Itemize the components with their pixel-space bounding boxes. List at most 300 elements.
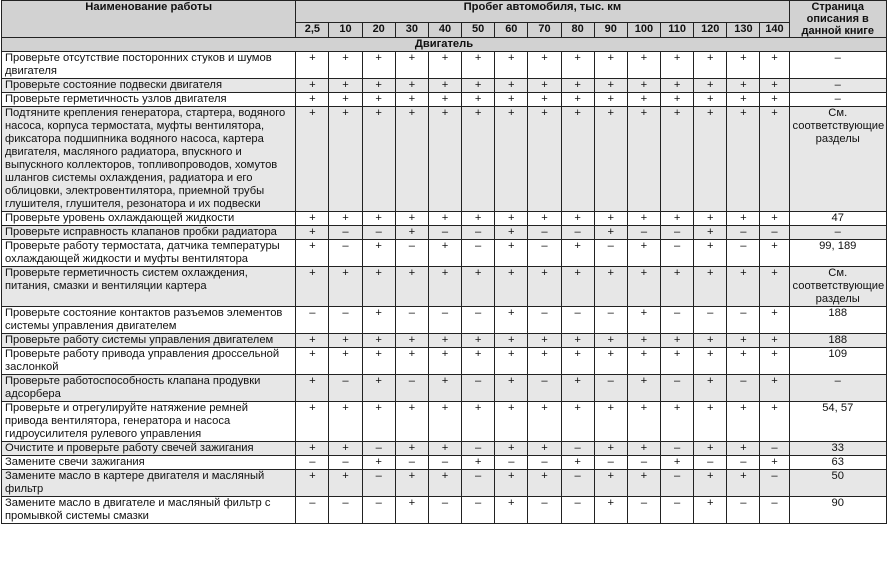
interval-mark: –	[561, 307, 594, 334]
interval-mark: +	[528, 442, 561, 456]
interval-mark: –	[627, 226, 660, 240]
interval-mark: +	[362, 456, 395, 470]
maintenance-schedule-table	[1, 0, 887, 524]
interval-mark: –	[594, 307, 627, 334]
interval-mark: –	[727, 375, 760, 402]
interval-mark: +	[462, 456, 495, 470]
interval-mark: +	[694, 442, 727, 456]
interval-mark: +	[561, 240, 594, 267]
interval-mark: +	[428, 52, 461, 79]
table-row	[2, 307, 887, 334]
interval-mark: –	[727, 497, 760, 524]
interval-mark: +	[694, 348, 727, 375]
page-reference: 109	[789, 348, 887, 375]
interval-mark: +	[594, 402, 627, 442]
page-reference: 33	[789, 442, 887, 456]
interval-mark: +	[561, 93, 594, 107]
work-description: Проверьте работу системы управления двигателем	[2, 334, 296, 348]
mileage-header-cell: 2,5	[296, 23, 329, 38]
interval-mark: +	[528, 107, 561, 212]
interval-mark: +	[594, 226, 627, 240]
interval-mark: –	[462, 240, 495, 267]
table-row	[2, 212, 887, 226]
table-row	[2, 93, 887, 107]
mileage-header-cell: 40	[428, 23, 461, 38]
work-description: Проверьте работоспособность клапана продувки адсорбера	[2, 375, 296, 402]
interval-mark: +	[428, 402, 461, 442]
table-row	[2, 497, 887, 524]
interval-mark: +	[627, 107, 660, 212]
interval-mark: –	[362, 497, 395, 524]
interval-mark: +	[395, 470, 428, 497]
interval-mark: +	[727, 470, 760, 497]
interval-mark: +	[296, 79, 329, 93]
interval-mark: +	[395, 267, 428, 307]
interval-mark: +	[594, 267, 627, 307]
interval-mark: –	[296, 307, 329, 334]
mileage-header-cell: 50	[462, 23, 495, 38]
interval-mark: +	[362, 307, 395, 334]
interval-mark: –	[661, 307, 694, 334]
interval-mark: +	[362, 212, 395, 226]
work-description: Очистите и проверьте работу свечей зажигания	[2, 442, 296, 456]
interval-mark: +	[296, 107, 329, 212]
interval-mark: +	[362, 334, 395, 348]
table-body	[2, 38, 887, 524]
interval-mark: –	[296, 456, 329, 470]
interval-mark: +	[760, 52, 789, 79]
interval-mark: –	[528, 375, 561, 402]
interval-mark: +	[395, 497, 428, 524]
interval-mark: +	[694, 497, 727, 524]
interval-mark: –	[362, 442, 395, 456]
interval-mark: +	[395, 348, 428, 375]
work-description: Проверьте состояние подвески двигателя	[2, 79, 296, 93]
interval-mark: +	[428, 240, 461, 267]
interval-mark: –	[462, 226, 495, 240]
interval-mark: +	[495, 212, 528, 226]
interval-mark: +	[694, 375, 727, 402]
interval-mark: +	[661, 267, 694, 307]
page-reference: 47	[789, 212, 887, 226]
page-column-header: Страница описания в данной книге	[789, 1, 887, 38]
interval-mark: –	[428, 307, 461, 334]
interval-mark: +	[727, 52, 760, 79]
interval-mark: +	[296, 93, 329, 107]
interval-mark: +	[495, 402, 528, 442]
interval-mark: +	[462, 52, 495, 79]
work-description: Замените масло в картере двигателя и масляный фильтр	[2, 470, 296, 497]
interval-mark: –	[395, 456, 428, 470]
interval-mark: –	[561, 470, 594, 497]
interval-mark: –	[395, 375, 428, 402]
interval-mark: +	[627, 79, 660, 93]
interval-mark: +	[594, 348, 627, 375]
interval-mark: +	[561, 456, 594, 470]
interval-mark: –	[594, 456, 627, 470]
interval-mark: +	[561, 107, 594, 212]
interval-mark: +	[296, 226, 329, 240]
mileage-header-cell: 140	[760, 23, 789, 38]
interval-mark: +	[428, 442, 461, 456]
interval-mark: –	[760, 226, 789, 240]
interval-mark: –	[694, 307, 727, 334]
interval-mark: +	[594, 497, 627, 524]
mileage-header-cell: 100	[627, 23, 660, 38]
mileage-column-header: Пробег автомобиля, тыс. км	[296, 1, 789, 23]
interval-mark: +	[395, 93, 428, 107]
interval-mark: –	[428, 497, 461, 524]
interval-mark: +	[395, 442, 428, 456]
interval-mark: +	[727, 212, 760, 226]
interval-mark: +	[395, 402, 428, 442]
interval-mark: +	[594, 107, 627, 212]
interval-mark: +	[495, 79, 528, 93]
interval-mark: +	[296, 470, 329, 497]
interval-mark: +	[528, 334, 561, 348]
interval-mark: +	[760, 79, 789, 93]
interval-mark: +	[627, 267, 660, 307]
interval-mark: +	[528, 402, 561, 442]
interval-mark: +	[594, 334, 627, 348]
interval-mark: +	[661, 79, 694, 93]
interval-mark: +	[627, 240, 660, 267]
interval-mark: +	[495, 470, 528, 497]
interval-mark: +	[627, 334, 660, 348]
interval-mark: +	[561, 52, 594, 79]
interval-mark: +	[760, 240, 789, 267]
interval-mark: +	[462, 212, 495, 226]
table-row	[2, 334, 887, 348]
interval-mark: +	[428, 212, 461, 226]
interval-mark: –	[329, 375, 362, 402]
table-row	[2, 240, 887, 267]
interval-mark: +	[727, 348, 760, 375]
interval-mark: +	[594, 442, 627, 456]
interval-mark: +	[694, 470, 727, 497]
interval-mark: +	[329, 93, 362, 107]
interval-mark: +	[462, 107, 495, 212]
interval-mark: +	[462, 93, 495, 107]
interval-mark: –	[362, 470, 395, 497]
interval-mark: +	[694, 212, 727, 226]
interval-mark: +	[329, 267, 362, 307]
interval-mark: +	[594, 93, 627, 107]
interval-mark: +	[296, 52, 329, 79]
interval-mark: +	[760, 456, 789, 470]
interval-mark: +	[296, 212, 329, 226]
interval-mark: –	[528, 226, 561, 240]
interval-mark: +	[627, 442, 660, 456]
table-row	[2, 79, 887, 93]
table-row	[2, 267, 887, 307]
interval-mark: +	[661, 334, 694, 348]
interval-mark: +	[428, 348, 461, 375]
interval-mark: +	[594, 470, 627, 497]
page-reference: 50	[789, 470, 887, 497]
interval-mark: +	[760, 334, 789, 348]
interval-mark: +	[561, 402, 594, 442]
interval-mark: +	[661, 52, 694, 79]
table-row	[2, 456, 887, 470]
interval-mark: +	[627, 348, 660, 375]
interval-mark: +	[362, 93, 395, 107]
interval-mark: +	[561, 267, 594, 307]
interval-mark: –	[561, 226, 594, 240]
interval-mark: –	[462, 307, 495, 334]
interval-mark: –	[296, 497, 329, 524]
interval-mark: +	[594, 79, 627, 93]
interval-mark: +	[594, 52, 627, 79]
interval-mark: +	[495, 107, 528, 212]
interval-mark: –	[661, 226, 694, 240]
page-reference: См. соответствующие разделы	[789, 107, 887, 212]
interval-mark: –	[694, 456, 727, 470]
work-description: Проверьте состояние контактов разъемов элементов системы управления двигателем	[2, 307, 296, 334]
interval-mark: +	[362, 348, 395, 375]
table-row	[2, 442, 887, 456]
work-description: Проверьте и отрегулируйте натяжение ремней привода вентилятора, генератора и насоса гидроусилителя рулевого управления	[2, 402, 296, 442]
interval-mark: +	[495, 497, 528, 524]
interval-mark: –	[627, 456, 660, 470]
work-description: Проверьте работу привода управления дроссельной заслонкой	[2, 348, 296, 375]
mileage-header-cell: 90	[594, 23, 627, 38]
mileage-header-cell: 30	[395, 23, 428, 38]
interval-mark: +	[296, 334, 329, 348]
interval-mark: +	[561, 334, 594, 348]
interval-mark: –	[329, 240, 362, 267]
interval-mark: +	[462, 267, 495, 307]
interval-mark: –	[428, 456, 461, 470]
interval-mark: –	[727, 456, 760, 470]
interval-mark: +	[528, 470, 561, 497]
work-description: Проверьте отсутствие посторонних стуков и шумов двигателя	[2, 52, 296, 79]
page-reference: 188	[789, 307, 887, 334]
mileage-header-cell: 20	[362, 23, 395, 38]
interval-mark: –	[727, 240, 760, 267]
interval-mark: +	[495, 334, 528, 348]
table-row	[2, 226, 887, 240]
interval-mark: –	[661, 497, 694, 524]
interval-mark: +	[727, 93, 760, 107]
interval-mark: +	[329, 442, 362, 456]
interval-mark: –	[561, 497, 594, 524]
page-reference: 99, 189	[789, 240, 887, 267]
interval-mark: +	[296, 442, 329, 456]
interval-mark: +	[428, 375, 461, 402]
page-reference: См. соответствующие разделы	[789, 267, 887, 307]
section-title: Двигатель	[2, 38, 887, 52]
interval-mark: +	[561, 375, 594, 402]
interval-mark: –	[428, 226, 461, 240]
page-reference: 63	[789, 456, 887, 470]
interval-mark: +	[462, 79, 495, 93]
table-row	[2, 375, 887, 402]
interval-mark: –	[395, 307, 428, 334]
interval-mark: +	[661, 456, 694, 470]
interval-mark: –	[760, 497, 789, 524]
interval-mark: +	[760, 267, 789, 307]
page-reference: 54, 57	[789, 402, 887, 442]
interval-mark: +	[561, 348, 594, 375]
table-row	[2, 348, 887, 375]
interval-mark: –	[661, 470, 694, 497]
interval-mark: +	[296, 348, 329, 375]
interval-mark: +	[495, 375, 528, 402]
interval-mark: +	[362, 375, 395, 402]
interval-mark: –	[462, 375, 495, 402]
interval-mark: +	[561, 212, 594, 226]
interval-mark: +	[428, 107, 461, 212]
page-reference: –	[789, 226, 887, 240]
interval-mark: –	[329, 456, 362, 470]
interval-mark: –	[528, 240, 561, 267]
work-description: Проверьте герметичность узлов двигателя	[2, 93, 296, 107]
interval-mark: +	[495, 226, 528, 240]
interval-mark: +	[296, 267, 329, 307]
interval-mark: –	[528, 456, 561, 470]
interval-mark: +	[395, 52, 428, 79]
page-reference: –	[789, 93, 887, 107]
interval-mark: –	[561, 442, 594, 456]
interval-mark: –	[395, 240, 428, 267]
interval-mark: +	[760, 212, 789, 226]
page-reference: 188	[789, 334, 887, 348]
interval-mark: +	[462, 334, 495, 348]
interval-mark: +	[428, 470, 461, 497]
interval-mark: +	[296, 240, 329, 267]
interval-mark: –	[661, 375, 694, 402]
table-row	[2, 107, 887, 212]
interval-mark: –	[528, 307, 561, 334]
interval-mark: +	[627, 93, 660, 107]
interval-mark: +	[694, 107, 727, 212]
interval-mark: +	[694, 334, 727, 348]
mileage-header-cell: 120	[694, 23, 727, 38]
interval-mark: –	[528, 497, 561, 524]
interval-mark: +	[495, 93, 528, 107]
mileage-header-cell: 80	[561, 23, 594, 38]
mileage-header-cell: 130	[727, 23, 760, 38]
interval-mark: +	[661, 107, 694, 212]
interval-mark: –	[661, 442, 694, 456]
interval-mark: +	[528, 93, 561, 107]
page-reference: 90	[789, 497, 887, 524]
mileage-header-cell: 110	[661, 23, 694, 38]
mileage-header-cell: 10	[329, 23, 362, 38]
interval-mark: +	[329, 79, 362, 93]
work-description: Проверьте герметичность систем охлаждения, питания, смазки и вентиляции картера	[2, 267, 296, 307]
interval-mark: –	[727, 307, 760, 334]
interval-mark: +	[694, 226, 727, 240]
interval-mark: +	[528, 52, 561, 79]
interval-mark: +	[528, 79, 561, 93]
interval-mark: +	[395, 79, 428, 93]
table-row	[2, 402, 887, 442]
interval-mark: +	[760, 402, 789, 442]
interval-mark: +	[727, 107, 760, 212]
interval-mark: +	[329, 107, 362, 212]
mileage-header-cell: 70	[528, 23, 561, 38]
interval-mark: –	[462, 442, 495, 456]
page-reference: –	[789, 52, 887, 79]
interval-mark: +	[727, 334, 760, 348]
interval-mark: +	[296, 375, 329, 402]
interval-mark: +	[760, 375, 789, 402]
interval-mark: –	[760, 470, 789, 497]
interval-mark: +	[362, 267, 395, 307]
work-description: Проверьте работу термостата, датчика температуры охлаждающей жидкости и муфты вентилятора	[2, 240, 296, 267]
interval-mark: +	[362, 107, 395, 212]
interval-mark: –	[362, 226, 395, 240]
interval-mark: +	[528, 348, 561, 375]
interval-mark: +	[760, 107, 789, 212]
interval-mark: –	[462, 497, 495, 524]
interval-mark: +	[329, 334, 362, 348]
interval-mark: +	[661, 402, 694, 442]
interval-mark: +	[462, 348, 495, 375]
interval-mark: –	[329, 497, 362, 524]
interval-mark: +	[428, 334, 461, 348]
work-description: Подтяните крепления генератора, стартера, водяного насоса, корпуса термостата, муфты вентилятора, фиксатора подшипника водяного насоса, картера двигателя, масляного радиатора, впускного и выпускного коллекторов, топливопроводов, хомутов шлангов системы охлаждения, радиатора и его облицовки, электровентилятора, приемной трубы глушителя, глушителя, резонатора и их подвески	[2, 107, 296, 212]
interval-mark: +	[661, 348, 694, 375]
interval-mark: –	[329, 307, 362, 334]
interval-mark: +	[362, 52, 395, 79]
interval-mark: +	[561, 79, 594, 93]
interval-mark: +	[329, 470, 362, 497]
interval-mark: +	[329, 52, 362, 79]
interval-mark: +	[495, 240, 528, 267]
interval-mark: +	[727, 79, 760, 93]
interval-mark: +	[329, 212, 362, 226]
interval-mark: +	[694, 79, 727, 93]
interval-mark: +	[495, 348, 528, 375]
interval-mark: +	[694, 240, 727, 267]
table-header	[2, 1, 887, 38]
interval-mark: +	[528, 267, 561, 307]
work-description: Проверьте уровень охлаждающей жидкости	[2, 212, 296, 226]
interval-mark: +	[694, 52, 727, 79]
interval-mark: +	[329, 402, 362, 442]
interval-mark: –	[760, 442, 789, 456]
interval-mark: +	[428, 79, 461, 93]
interval-mark: –	[627, 497, 660, 524]
interval-mark: –	[727, 226, 760, 240]
interval-mark: +	[594, 212, 627, 226]
interval-mark: +	[495, 267, 528, 307]
interval-mark: +	[495, 442, 528, 456]
interval-mark: +	[627, 52, 660, 79]
interval-mark: +	[760, 348, 789, 375]
mileage-header-cell: 60	[495, 23, 528, 38]
interval-mark: +	[495, 52, 528, 79]
interval-mark: +	[627, 307, 660, 334]
interval-mark: +	[694, 402, 727, 442]
interval-mark: +	[362, 79, 395, 93]
interval-mark: –	[594, 375, 627, 402]
interval-mark: +	[694, 93, 727, 107]
interval-mark: +	[760, 307, 789, 334]
interval-mark: +	[627, 470, 660, 497]
interval-mark: +	[395, 212, 428, 226]
interval-mark: +	[727, 442, 760, 456]
table-row	[2, 470, 887, 497]
interval-mark: +	[296, 402, 329, 442]
interval-mark: –	[462, 470, 495, 497]
interval-mark: +	[395, 226, 428, 240]
interval-mark: +	[395, 334, 428, 348]
interval-mark: +	[727, 402, 760, 442]
